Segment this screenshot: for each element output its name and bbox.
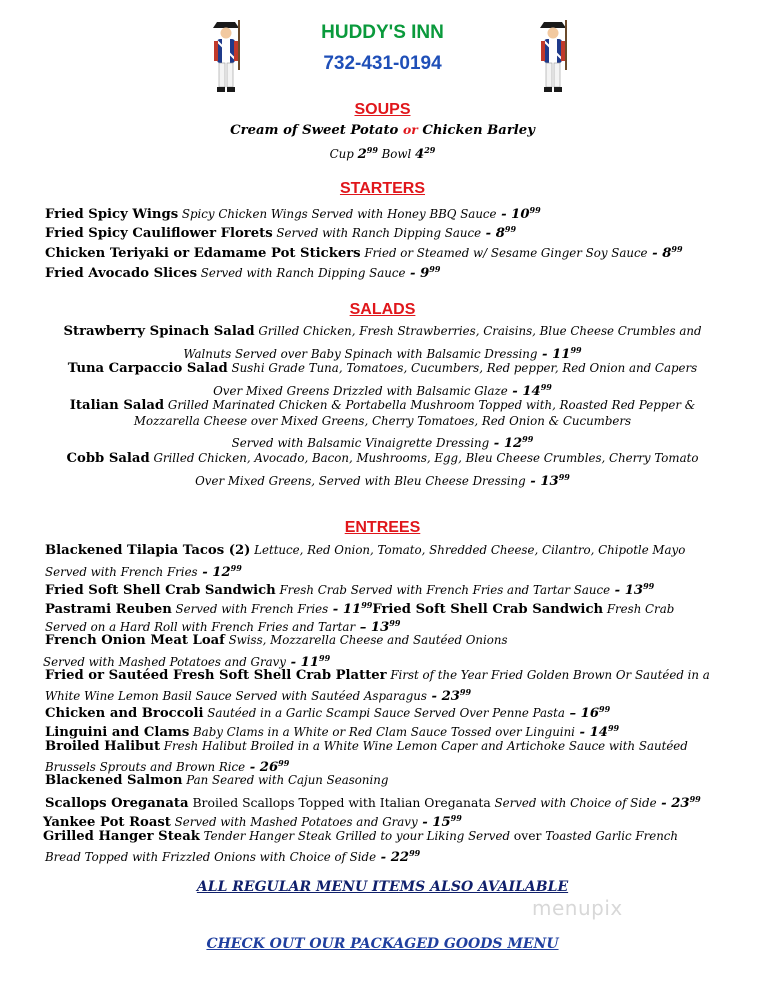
- item-cents: 99: [459, 687, 472, 697]
- item-sep: -: [489, 436, 504, 452]
- item-name: Blackened Tilapia Tacos (2): [45, 543, 251, 558]
- item-desc: Fresh Halibut Broiled in a White Wine Lemon Caper and Artichoke Sauce with Sautéed: [160, 739, 688, 753]
- item-price: 13: [624, 583, 644, 599]
- item-cents: 99: [671, 244, 683, 254]
- item-desc: White Wine Lemon Basil Sauce Served with Sautéed Asparagus: [45, 689, 427, 704]
- item-cents: 99: [389, 618, 401, 628]
- item-desc: First of the Year Fried Golden Brown Or Sautéed in a: [386, 668, 710, 682]
- menu-item: [45, 632, 508, 649]
- restaurant-name: HUDDY'S INN: [321, 22, 444, 43]
- item-price: 11: [300, 655, 319, 671]
- watermark: [532, 896, 623, 920]
- item-price: 22: [390, 850, 410, 866]
- item-desc: Served with Choice of Side: [490, 796, 657, 811]
- menu-item: [0, 323, 765, 340]
- item-desc: Served with Ranch Dipping Sauce: [197, 266, 406, 281]
- item-desc-plain: over: [513, 828, 542, 843]
- item-sep: -: [328, 602, 343, 618]
- menu-item: [45, 791, 701, 812]
- watermark-b: pix: [591, 896, 623, 920]
- menu-item: [45, 202, 541, 223]
- item-desc: Tender Hanger Steak Grilled to your Liking Served: [199, 829, 514, 843]
- item-cents: 99: [607, 723, 620, 733]
- menu-item: [45, 701, 610, 722]
- item-desc: Served with Mashed Potatoes and Gravy: [170, 815, 418, 830]
- item-desc: Swiss, Mozzarella Cheese and Sautéed Onions: [224, 633, 508, 647]
- item-sep: –: [564, 706, 581, 722]
- item-sep: –: [355, 620, 371, 636]
- item-sep: -: [197, 565, 213, 581]
- item-price: 23: [441, 689, 460, 705]
- item-desc: Spicy Chicken Wings Served with Honey BBQ Sauce: [178, 207, 497, 222]
- soup-prices: [0, 142, 765, 163]
- item-cents: 99: [522, 434, 534, 444]
- item-desc: Served on a Hard Roll with French Fries and Tartar: [45, 620, 356, 635]
- item-desc: Baby Clams in a White or Red Clam Sauce Tossed over Linguini: [189, 725, 575, 740]
- item-cents: 99: [689, 794, 701, 804]
- item-name: French Onion Meat Loaf: [45, 633, 225, 648]
- menu-item: [0, 360, 765, 377]
- item-price: 23: [671, 796, 690, 812]
- menu-item: [45, 578, 654, 599]
- menu-item: [45, 261, 440, 282]
- item-sep: -: [417, 815, 433, 831]
- item-name: Italian Salad: [69, 398, 165, 413]
- item-price: 15: [432, 815, 451, 831]
- item-cents: 99: [278, 758, 290, 768]
- menu-item-cont: [0, 413, 765, 429]
- item-cents: 99: [504, 224, 517, 234]
- item-cents: 99: [361, 600, 373, 610]
- item-desc: Fried or Steamed w/ Sesame Ginger Soy Sauce: [360, 246, 648, 261]
- item-name: Fried Soft Shell Crab Sandwich: [372, 602, 604, 618]
- entrees-heading: ENTREES: [344, 519, 421, 536]
- item-desc: Walnuts Served over Baby Spinach with Balsamic Dressing: [183, 347, 538, 362]
- item-desc: Over Mixed Greens Drizzled with Balsamic Glaze: [213, 384, 508, 399]
- item-name: Cobb Salad: [66, 451, 150, 466]
- item-cents: 99: [570, 345, 582, 355]
- item-sep: -: [525, 474, 541, 490]
- item-price: 10: [511, 207, 530, 223]
- menu-item: [45, 241, 683, 262]
- phone-number: 732-431-0194: [323, 53, 442, 74]
- item-price: 8: [662, 246, 672, 262]
- item-name: Scallops Oreganata: [45, 796, 189, 812]
- item-cents: 99: [643, 581, 655, 591]
- menu-item: [45, 667, 710, 684]
- item-price: 26: [259, 760, 279, 776]
- item-sep: -: [574, 725, 590, 741]
- item-desc: Bread Topped with Frizzled Onions with Choice of Side: [45, 850, 377, 865]
- item-price: 8: [495, 226, 505, 242]
- item-price: 12: [503, 436, 523, 452]
- watermark-a: menu: [532, 896, 592, 920]
- item-sep: -: [245, 760, 260, 776]
- item-cents: 99: [558, 472, 570, 482]
- item-name: Linguini and Clams: [45, 725, 190, 741]
- item-desc: Grilled Marinated Chicken & Portabella Mushroom Topped with, Roasted Red Pepper &: [164, 398, 696, 412]
- item-desc: Served with French Fries: [171, 602, 329, 617]
- menu-item-cont: [45, 845, 420, 866]
- bowl-label: Bowl: [377, 147, 416, 162]
- bowl-price: 4: [415, 147, 425, 163]
- soups-heading: SOUPS: [354, 101, 411, 118]
- item-cents: 99: [409, 848, 421, 858]
- item-desc: Served with Ranch Dipping Sauce: [272, 226, 482, 241]
- item-name: Strawberry Spinach Salad: [63, 324, 255, 339]
- item-desc: Grilled Chicken, Fresh Strawberries, Craisins, Blue Cheese Crumbles and: [254, 324, 702, 338]
- item-cents: 99: [599, 704, 611, 714]
- item-price: 13: [370, 620, 390, 636]
- item-price: 11: [342, 602, 362, 618]
- item-price: 13: [540, 474, 559, 490]
- item-cents: 99: [450, 813, 462, 823]
- item-price: 14: [589, 725, 608, 741]
- starters-heading: STARTERS: [339, 180, 426, 197]
- item-desc: Served with Mashed Potatoes and Gravy: [43, 655, 286, 670]
- item-desc: Served with Balsamic Vinaigrette Dressing: [231, 436, 490, 451]
- menu-item: [45, 772, 388, 789]
- menu-item-cont: [0, 469, 765, 490]
- item-name: Tuna Carpaccio Salad: [67, 361, 228, 376]
- item-name: Fried Spicy Wings: [45, 207, 179, 223]
- item-cents: 99: [230, 563, 242, 573]
- cup-cents: 99: [366, 145, 378, 155]
- menu-item-cont: [0, 431, 765, 452]
- item-name: Chicken and Broccoli: [45, 706, 204, 722]
- item-desc: Sautéed in a Garlic Scampi Sauce Served Over Penne Pasta: [203, 706, 565, 721]
- cup-price: 2: [357, 147, 367, 163]
- soup-or: or: [402, 122, 418, 137]
- item-name: Chicken Teriyaki or Edamame Pot Stickers: [45, 246, 361, 262]
- item-sep: -: [507, 384, 523, 400]
- menu-item: [45, 738, 688, 755]
- item-desc: Toasted Garlic French: [541, 829, 678, 843]
- salads-heading: SALADS: [349, 301, 416, 318]
- regular-menu-note: ALL REGULAR MENU ITEMS ALSO AVAILABLE: [196, 879, 569, 895]
- item-cents: 99: [540, 382, 552, 392]
- item-desc: Fresh Crab Served with French Fries and Tartar Sauce: [275, 583, 611, 598]
- item-desc: Brussels Sprouts and Brown Rice: [45, 760, 246, 775]
- item-desc: Pan Seared with Cajun Seasoning: [182, 773, 389, 787]
- item-sep: -: [481, 226, 496, 242]
- item-desc: Lettuce, Red Onion, Tomato, Shredded Cheese, Cilantro, Chipotle Mayo: [250, 543, 686, 557]
- item-desc: Served with French Fries: [45, 565, 198, 580]
- item-name: Broiled Halibut: [45, 739, 161, 754]
- menu-item: [45, 542, 685, 559]
- item-name: Fried Avocado Slices: [45, 266, 198, 282]
- soup-options: [0, 122, 765, 139]
- item-price: 9: [420, 266, 430, 282]
- item-name: Grilled Hanger Steak: [43, 829, 200, 844]
- item-name: Yankee Pot Roast: [43, 815, 171, 831]
- item-desc: Grilled Chicken, Avocado, Bacon, Mushrooms, Egg, Bleu Cheese Crumbles, Cherry Tomato: [149, 451, 699, 465]
- item-cents: 99: [319, 653, 331, 663]
- item-sep: -: [656, 796, 672, 812]
- item-desc: Fresh Crab: [603, 602, 675, 617]
- item-sep: -: [285, 655, 301, 671]
- cup-label: Cup: [329, 147, 358, 162]
- item-sep: -: [405, 266, 421, 282]
- item-desc-plain: Broiled Scallops Topped with Italian Oreganata: [188, 795, 491, 811]
- item-cents: 99: [529, 205, 541, 215]
- menu-item: [0, 450, 765, 467]
- item-sep: -: [376, 850, 391, 866]
- item-name: Pastrami Reuben: [45, 602, 172, 618]
- item-sep: -: [496, 207, 512, 223]
- soup-b: Chicken Barley: [417, 123, 535, 138]
- item-name: Fried Spicy Cauliflower Florets: [45, 226, 273, 242]
- item-cents: 99: [429, 264, 441, 274]
- item-price: 12: [212, 565, 231, 581]
- item-name: Fried or Sautéed Fresh Soft Shell Crab Platter: [45, 668, 387, 683]
- item-name: Fried Soft Shell Crab Sandwich: [45, 583, 276, 599]
- item-desc: Over Mixed Greens, Served with Bleu Cheese Dressing: [195, 474, 526, 489]
- item-price: 14: [522, 384, 541, 400]
- item-sep: -: [426, 689, 442, 705]
- menu-item: [0, 397, 765, 414]
- item-sep: -: [537, 347, 553, 363]
- menu-item: [45, 221, 516, 242]
- item-desc: Sushi Grade Tuna, Tomatoes, Cucumbers, Red pepper, Red Onion and Capers: [227, 361, 698, 375]
- item-sep: -: [647, 246, 663, 262]
- item-sep: -: [610, 583, 625, 599]
- menu-item: [43, 828, 678, 845]
- packaged-goods-link[interactable]: CHECK OUT OUR PACKAGED GOODS MENU: [206, 936, 559, 952]
- item-price: 11: [552, 347, 571, 363]
- soup-a: Cream of Sweet Potato: [230, 123, 403, 138]
- bowl-cents: 29: [424, 145, 436, 155]
- item-name: Blackened Salmon: [45, 773, 183, 788]
- item-desc: Mozzarella Cheese over Mixed Greens, Cherry Tomatoes, Red Onion & Cucumbers: [133, 414, 632, 428]
- item-price: 16: [580, 706, 600, 722]
